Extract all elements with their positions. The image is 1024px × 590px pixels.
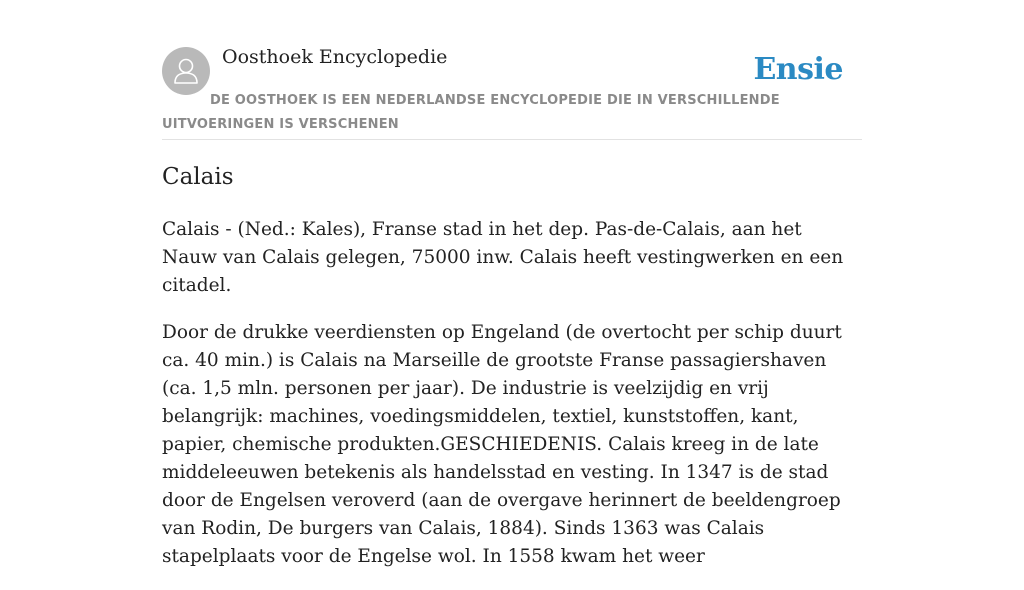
article-body: [162, 216, 862, 590]
article-paragraph: Door de drukke veerdiensten op Engeland (de overtocht per schip duurt ca. 40 min.) is Calais na Marseille de grootste Franse passagiershaven (ca. 1,5 mln. personen per jaar). De industrie is veelzijdig en vrij belangrijk: machines, voedingsmiddelen, textiel, kunststoffen, kant, papier, chemische produkten.GESCHIEDENIS. Calais kreeg in de late middeleeuwen betekenis als handelsstad en vesting. In 1347 is de stad door de Engelsen veroverd (aan de overgave herinnert de beeldengroep van Rodin, De burgers van Calais, 1884). Sinds 1363 was Calais stapelplaats voor de Engelse wol. In 1558 kwam het weer: [162, 322, 842, 567]
brand-logo[interactable]: Ensie: [753, 52, 843, 87]
article-paragraph: Calais - (Ned.: Kales), Franse stad in het dep. Pas-de-Calais, aan het Nauw van Calais gelegen, 75000 inw. Calais heeft vestingwerken en een citadel.: [162, 219, 844, 296]
article-title: Calais: [162, 164, 234, 190]
source-name[interactable]: Oosthoek Encyclopedie: [222, 46, 448, 68]
user-icon[interactable]: [162, 47, 210, 95]
source-header: [162, 0, 862, 140]
source-tagline: DE OOSTHOEK IS EEN NEDERLANDSE ENCYCLOPEDIE DIE IN VERSCHILLENDE UITVOERINGEN IS VERSCHENEN: [162, 93, 780, 132]
page-container: [162, 0, 862, 567]
